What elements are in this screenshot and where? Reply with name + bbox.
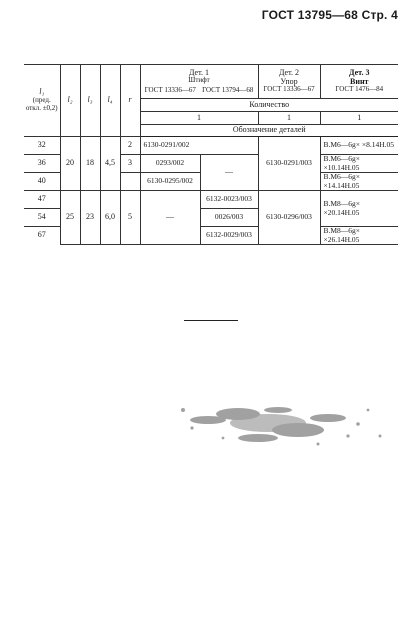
det1b-designation: 6132-0029/003 — [200, 227, 258, 245]
l1-value: 67 — [24, 227, 60, 245]
r-header: r — [120, 65, 140, 137]
l2-value: 20 — [60, 137, 80, 191]
quantity-det1: 1 — [140, 112, 258, 125]
det1-std-a: ГОСТ 13336—67 — [144, 86, 196, 95]
parts-table — [24, 64, 398, 245]
det2-header: Дет. 2 Упор ГОСТ 13336—67 — [258, 65, 320, 99]
r-value: 3 — [120, 155, 140, 173]
l3-value: 18 — [80, 137, 100, 191]
det1-designation: 6130-0291/002 — [140, 137, 258, 155]
det3-designation: В.М6—6g× ×10.14Н.05 — [320, 155, 398, 173]
det1-header: Дет. 1 Штифт ГОСТ 13336—67 ГОСТ 13794—68 — [140, 65, 258, 99]
table-row — [24, 137, 398, 155]
l1-value: 40 — [24, 173, 60, 191]
det3-designation: В.М6—6g× ×14.14Н.05 — [320, 173, 398, 191]
l4-value: 6,0 — [100, 191, 120, 245]
det1b-designation: 0026/003 — [200, 209, 258, 227]
det1-designation: — — [140, 191, 200, 245]
l1-value: 32 — [24, 137, 60, 155]
det1b-designation: 6132-0023/003 — [200, 191, 258, 209]
det3-designation: В.М6—6g× ×8.14Н.05 — [320, 137, 398, 155]
l1-value: 36 — [24, 155, 60, 173]
l3-value: 23 — [80, 191, 100, 245]
det2-designation: 6130-0296/003 — [258, 191, 320, 245]
page-header: ГОСТ 13795—68 Стр. 4 — [261, 8, 398, 22]
det1b-designation: — — [200, 155, 258, 191]
r-value: 2 — [120, 137, 140, 155]
l4-value: 4,5 — [100, 137, 120, 191]
r-value — [120, 173, 140, 191]
quantity-label: Количество — [140, 99, 398, 112]
l4-header: l₄ — [100, 65, 120, 137]
det3-header: Дет. 3 Винт ГОСТ 1476—84 — [320, 65, 398, 99]
det1-designation: 0293/002 — [140, 155, 200, 173]
l3-header: l₃ — [80, 65, 100, 137]
ink-stamp — [168, 388, 390, 458]
l2-value: 25 — [60, 191, 80, 245]
quantity-det2: 1 — [258, 112, 320, 125]
l1-value: 47 — [24, 191, 60, 209]
det1-std-b: ГОСТ 13794—68 — [202, 86, 254, 95]
r-value: 5 — [120, 191, 140, 245]
l2-header: l₂ — [60, 65, 80, 137]
det2-designation: 6130-0291/003 — [258, 137, 320, 191]
table-row — [24, 191, 398, 209]
quantity-det3: 1 — [320, 112, 398, 125]
det3-designation: В.М8—6g× ×26.14Н.05 — [320, 227, 398, 245]
end-rule — [184, 320, 238, 321]
designation-label: Обозначение деталей — [140, 125, 398, 137]
det3-designation: В.М8—6g× ×20.14Н.05 — [320, 191, 398, 227]
l1-header: l₁ (пред. откл. ±0,2) — [24, 65, 60, 137]
l1-value: 54 — [24, 209, 60, 227]
det1-designation: 6130-0295/002 — [140, 173, 200, 191]
